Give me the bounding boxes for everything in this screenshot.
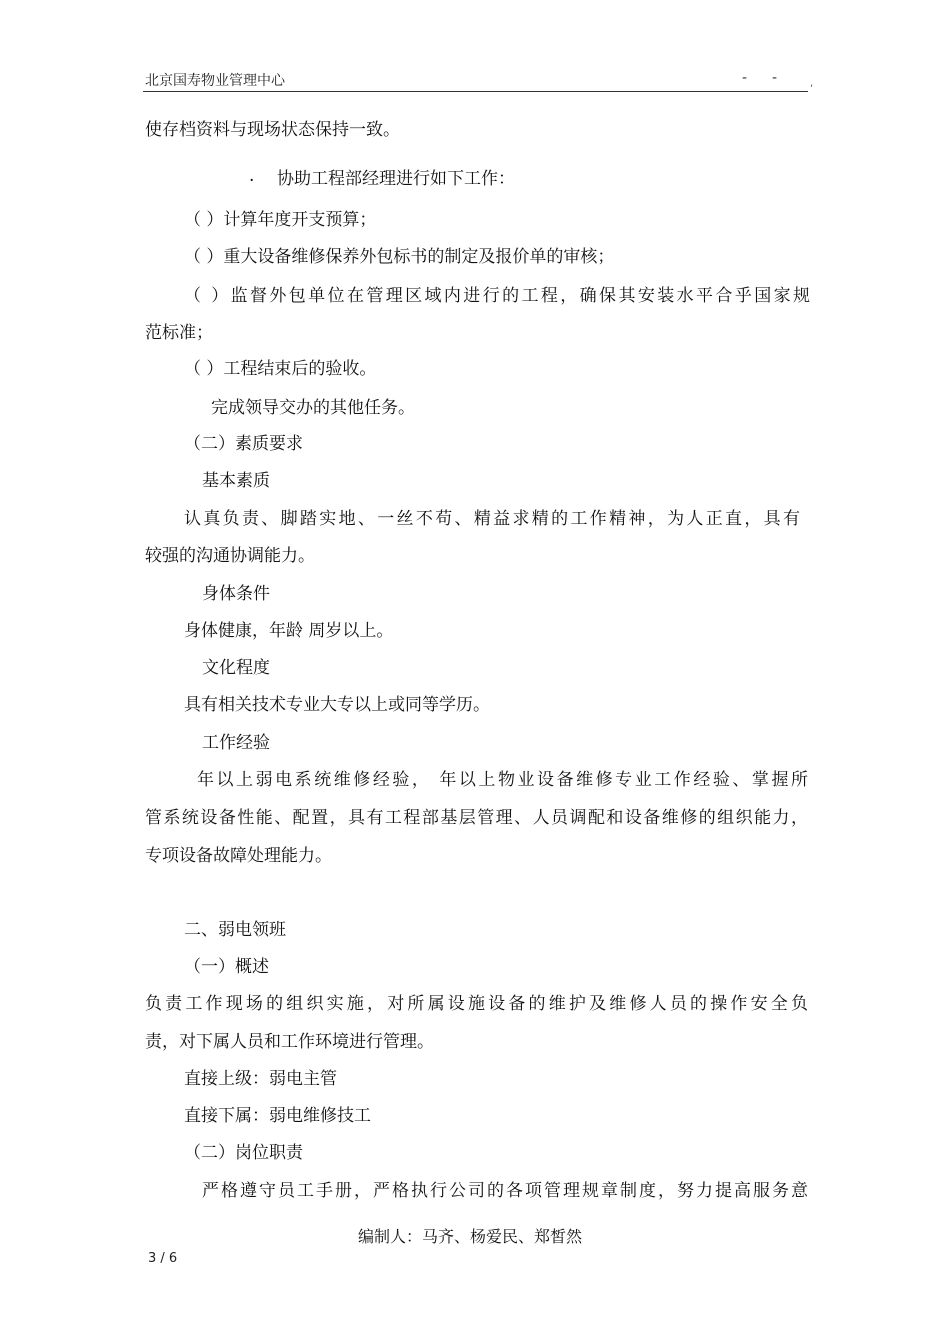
list-item: （ ）工程结束后的验收。 — [184, 359, 377, 379]
paragraph-line: 使存档资料与现场状态保持一致。 — [145, 120, 400, 140]
section-heading: （一）概述 — [184, 957, 269, 977]
paragraph-line: 年以上弱电系统维修经验， 年以上物业设备维修专业工作经验、掌握所 — [197, 770, 808, 790]
section-heading: 二、弱电领班 — [184, 920, 286, 940]
section-heading: （二）素质要求 — [184, 434, 303, 454]
paragraph-line: 具有相关技术专业大专以上或同等学历。 — [184, 695, 490, 715]
paragraph-line: 严格遵守员工手册，严格执行公司的各项管理规章制度，努力提高服务意 — [202, 1181, 808, 1201]
subsection-heading: 身体条件 — [202, 584, 270, 604]
subsection-heading: 基本素质 — [202, 471, 270, 491]
header-dash: - — [742, 70, 748, 86]
list-item: （ ）计算年度开支预算； — [184, 210, 377, 230]
subsection-heading: 工作经验 — [202, 733, 270, 753]
paragraph-line: 完成领导交办的其他任务。 — [211, 398, 415, 418]
page-number: 3 / 6 — [148, 1251, 178, 1266]
header-org-name: 北京国寿物业管理中心 — [145, 73, 285, 89]
list-item: （ ）监督外包单位在管理区域内进行的工程，确保其安装水平合乎国家规 — [184, 286, 810, 306]
list-heading: 协助工程部经理进行如下工作： — [277, 169, 515, 189]
bullet-icon: · — [249, 171, 255, 191]
paragraph-line: 直接下属：弱电维修技工 — [184, 1106, 371, 1126]
paragraph-line: 直接上级：弱电主管 — [184, 1069, 337, 1089]
paragraph-line: 责，对下属人员和工作环境进行管理。 — [145, 1032, 434, 1052]
paragraph-line: 专项设备故障处理能力。 — [145, 846, 332, 866]
paragraph-line: 管系统设备性能、配置，具有工程部基层管理、人员调配和设备维修的组织能力， — [145, 808, 808, 828]
header-mark: , — [810, 78, 814, 89]
paragraph-line: 较强的沟通协调能力。 — [145, 546, 315, 566]
list-item-continuation: 范标准； — [145, 323, 213, 343]
paragraph-line: 认真负责、脚踏实地、一丝不苟、精益求精的工作精神，为人正直，具有 — [184, 509, 800, 529]
list-item: （ ）重大设备维修保养外包标书的制定及报价单的审核； — [184, 247, 615, 267]
section-heading: （二）岗位职责 — [184, 1143, 303, 1163]
subsection-heading: 文化程度 — [202, 658, 270, 678]
paragraph-line: 负责工作现场的组织实施，对所属设施设备的维护及维修人员的操作安全负 — [145, 994, 808, 1014]
header-rule — [143, 91, 808, 92]
header-dash: - — [772, 70, 778, 86]
paragraph-line: 身体健康，年龄 周岁以上。 — [184, 621, 394, 641]
footer-editors: 编制人：马齐、杨爱民、郑皙然 — [358, 1227, 583, 1246]
